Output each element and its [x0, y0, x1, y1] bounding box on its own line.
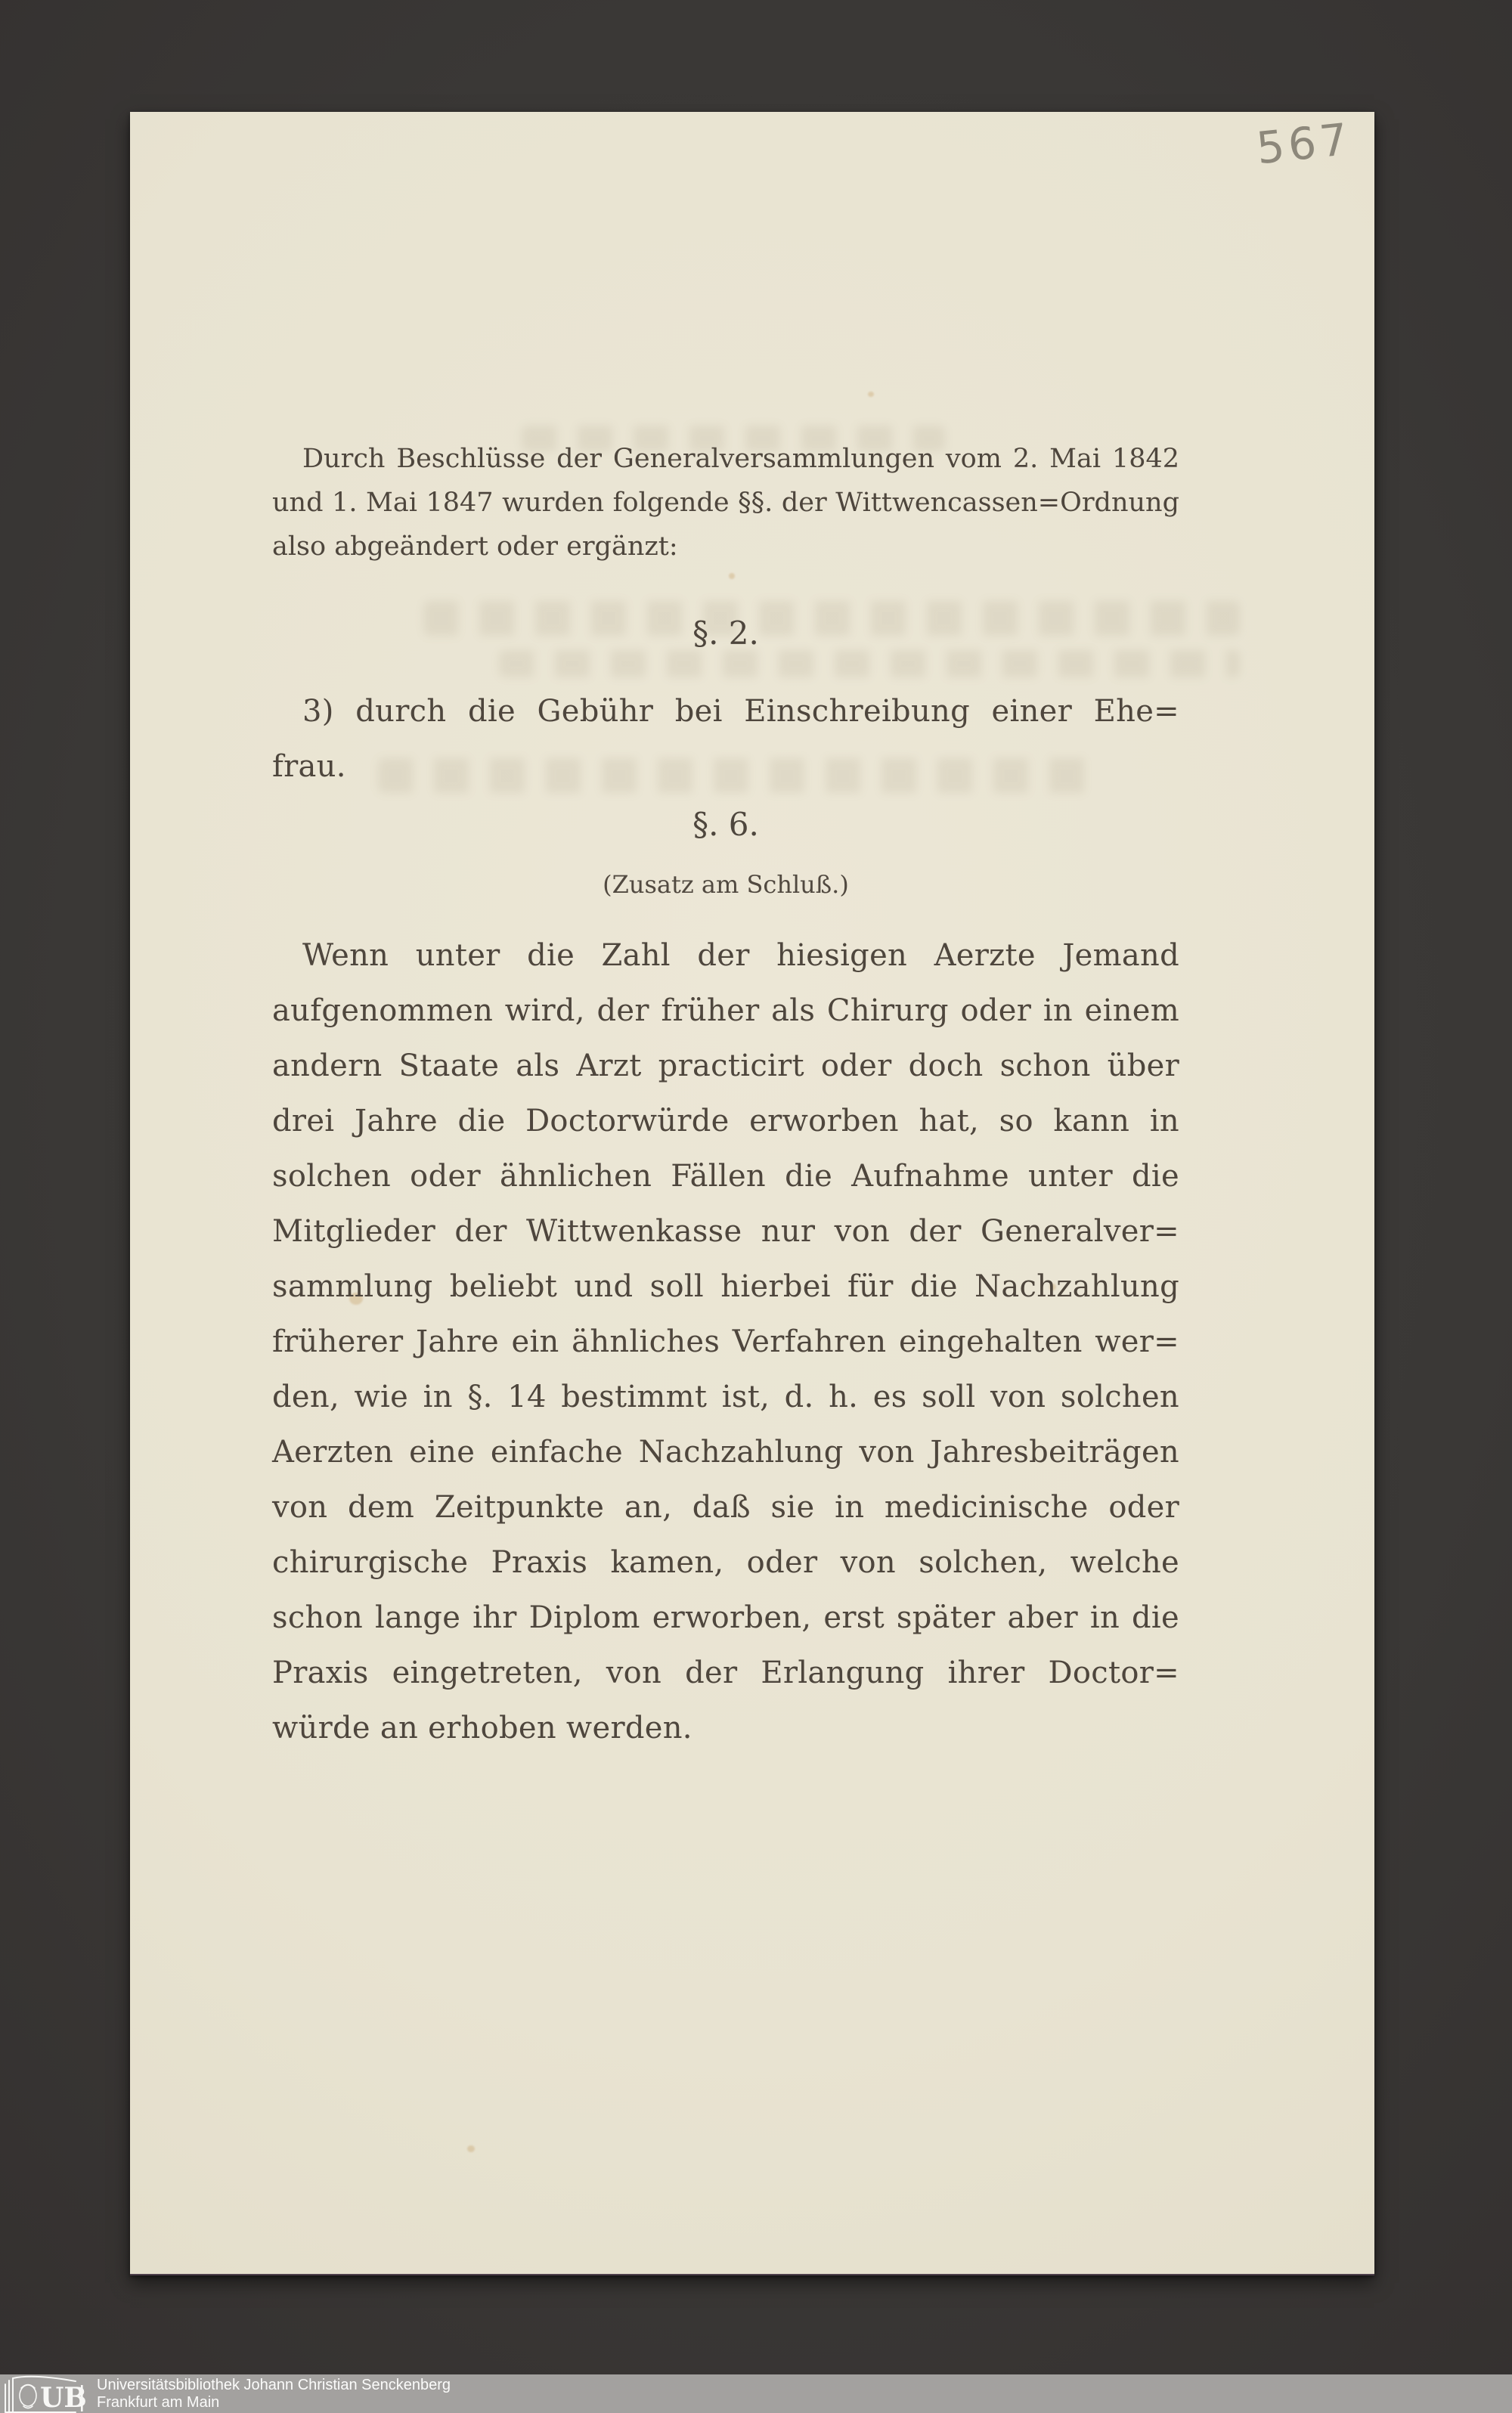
document-text: [272, 437, 1179, 1756]
text-line: den, wie in §. 14 bestimmt ist, d. h. es soll von solchen: [272, 1380, 1179, 1414]
section-6-subheading: (Zusatz am Schluß.): [603, 870, 849, 899]
section-heading-2: §. 2.: [692, 615, 759, 652]
text-line: andern Staate als Arzt practicirt oder doch schon über: [272, 1049, 1179, 1083]
pencil-page-number: 567: [1253, 113, 1354, 175]
foxing-spot: [467, 2145, 475, 2152]
library-name-line1: Universitätsbibliothek Johann Christian Senckenberg: [97, 2377, 451, 2393]
text-line: drei Jahre die Doctorwürde erworben hat, so kann in: [272, 1104, 1179, 1138]
library-banner: [0, 2374, 1512, 2413]
text-line: chirurgische Praxis kamen, oder von solchen, welche: [272, 1545, 1179, 1580]
text-line: Wenn unter die Zahl der hiesigen Aerzte Jemand: [302, 938, 1179, 973]
text-line: aufgenommen wird, der früher als Chirurg oder in einem: [272, 993, 1179, 1028]
text-line: sammlung beliebt und soll hierbei für die Nachzahlung: [272, 1269, 1179, 1304]
text-line: Durch Beschlüsse der Generalversammlungen vom 2. Mai 1842: [302, 444, 1179, 474]
text-line: frau.: [272, 749, 346, 784]
library-name-line2: Frankfurt am Main: [97, 2394, 220, 2411]
section-heading-6: §. 6.: [692, 806, 759, 843]
foxing-spot: [868, 392, 874, 397]
text-line: und 1. Mai 1847 wurden folgende §§. der Wittwencassen=Ordnung: [272, 488, 1179, 518]
library-name: [97, 2377, 451, 2411]
text-line: schon lange ihr Diplom erworben, erst später aber in die: [272, 1600, 1179, 1635]
text-line: Aerzten eine einfache Nachzahlung von Jahresbeiträgen: [272, 1435, 1179, 1470]
text-line: 3) durch die Gebühr bei Einschreibung einer Ehe=: [302, 694, 1179, 729]
section-6-paragraph: [272, 928, 1179, 1756]
text-line: von dem Zeitpunkte an, daß sie in medicinische oder: [272, 1490, 1179, 1525]
intro-paragraph: [272, 437, 1179, 568]
ub-library-logo-icon: [3, 2375, 95, 2413]
section-2-paragraph: [272, 684, 1179, 795]
ub-logo-text: UB: [40, 2382, 87, 2413]
text-line: also abgeändert oder ergänzt:: [272, 531, 678, 562]
text-line: früherer Jahre ein ähnliches Verfahren eingehalten wer=: [272, 1324, 1179, 1359]
text-line: Praxis eingetreten, von der Erlangung ihrer Doctor=: [272, 1656, 1179, 1690]
text-line: Mitglieder der Wittwenkasse nur von der Generalver=: [272, 1214, 1179, 1249]
text-line: würde an erhoben werden.: [272, 1711, 692, 1745]
text-line: solchen oder ähnlichen Fällen die Aufnahme unter die: [272, 1159, 1179, 1194]
